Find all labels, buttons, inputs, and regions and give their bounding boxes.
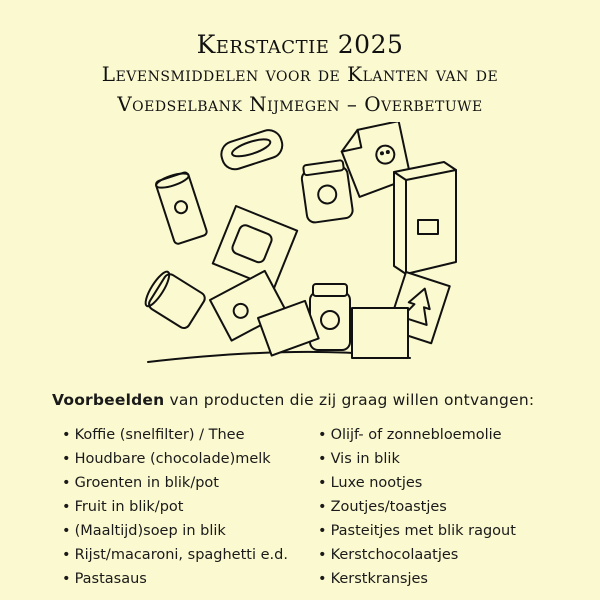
page-title: Kerstactie 2025 [196, 30, 404, 59]
list-item: • Zoutjes/toastjes [318, 495, 516, 519]
list-item: • (Maaltijd)soep in blik [62, 519, 288, 543]
list-item: • Kerstkransjes [318, 567, 516, 591]
subtitle-line-2: Voedselbank Nijmegen – Overbetuwe [117, 92, 483, 116]
can-icon [155, 171, 208, 245]
can-icon [142, 269, 207, 330]
groceries-illustration [140, 122, 470, 372]
list-item: • Koffie (snelfilter) / Thee [62, 423, 288, 447]
intro-bold: Voorbeelden [52, 391, 165, 409]
product-list-left [62, 423, 288, 591]
list-item: • Rijst/macaroni, spaghetti e.d. [62, 543, 288, 567]
box-icon [352, 308, 408, 358]
jar-icon [300, 160, 354, 224]
intro-rest: van producten die zij graag willen ontvangen: [164, 391, 535, 409]
product-list-right [318, 423, 516, 591]
list-item: • Groenten in blik/pot [62, 471, 288, 495]
list-item: • Houdbare (chocolade)melk [62, 447, 288, 471]
list-item: • Fruit in blik/pot [62, 495, 288, 519]
list-item: • Vis in blik [318, 447, 516, 471]
list-item: • Luxe nootjes [318, 471, 516, 495]
subtitle-line-1: Levensmiddelen voor de Klanten van de [101, 62, 499, 86]
list-item: • Olijf- of zonnebloemolie [318, 423, 516, 447]
list-item: • Pasteitjes met blik ragout [318, 519, 516, 543]
tin-icon [218, 127, 286, 173]
cereal-box-icon [394, 162, 456, 274]
list-item: • Pastasaus [62, 567, 288, 591]
list-item: • Kerstchocolaatjes [318, 543, 516, 567]
intro-text [52, 391, 534, 409]
